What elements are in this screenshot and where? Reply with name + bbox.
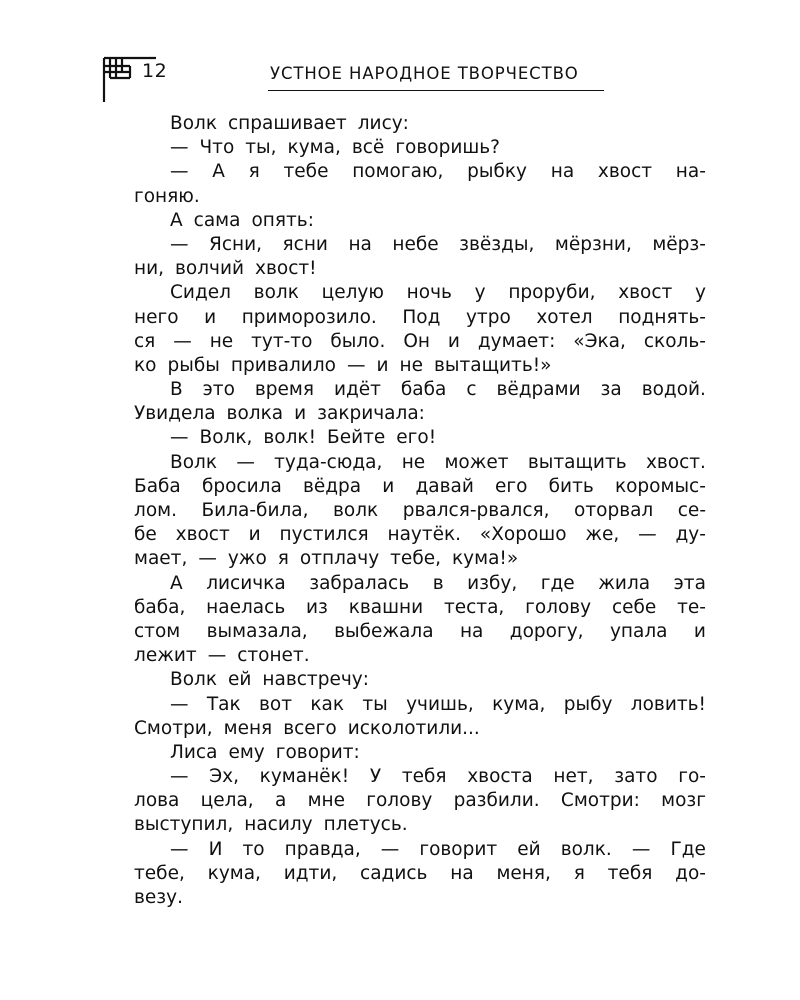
- text-line: мает, — ужо я отплачу тебе, кума!»: [134, 548, 519, 570]
- text-line: Увидела волка и закричала:: [134, 403, 425, 425]
- text-line: ся — не тут-то было. Он и думает: «Эка, сколь-: [134, 330, 706, 352]
- text-line: лова цела, а мне голову разбили. Смотри: мозг: [134, 790, 706, 812]
- text-line: — Эх, куманёк! У тебя хвоста нет, зато го-: [170, 766, 706, 788]
- text-line: ко рыбы привалило — и не вытащить!»: [134, 354, 552, 376]
- text-line: гоняю.: [134, 185, 200, 207]
- text-line: Лиса ему говорит:: [170, 741, 360, 763]
- text-line: ни, волчий хвост!: [134, 258, 317, 280]
- text-line: А лисичка забралась в избу, где жила эта: [170, 572, 706, 594]
- running-title: УСТНОЕ НАРОДНОЕ ТВОРЧЕСТВО: [270, 64, 579, 83]
- text-line: — А я тебе помогаю, рыбку на хвост на-: [170, 161, 706, 183]
- page-header: [96, 52, 608, 104]
- text-line: — И то правда, — говорит ей волк. — Где: [170, 838, 706, 860]
- text-line: Волк ей навстречу:: [170, 669, 369, 691]
- text-line: лежит — стонет.: [134, 645, 310, 667]
- text-line: — Ясни, ясни на небе звёзды, мёрзни, мёрз-: [170, 233, 706, 255]
- text-line: — Волк, волк! Бейте его!: [170, 427, 437, 449]
- text-line: лом. Била-била, волк рвался-рвался, оторвал се-: [134, 500, 706, 521]
- text-line: него и приморозило. Под утро хотел поднять-: [134, 306, 706, 328]
- text-line: тебе, кума, идти, садись на меня, я тебя до-: [134, 862, 706, 884]
- text-line: баба, наелась из квашни теста, голову себе те-: [134, 596, 706, 618]
- text-line: — Так вот как ты учишь, кума, рыбу ловить!: [170, 693, 706, 715]
- text-line: Сидел волк целую ночь у проруби, хвост у: [170, 282, 706, 304]
- text-line: Смотри, меня всего исколотили...: [134, 717, 480, 739]
- header-rule: [268, 90, 604, 91]
- text-line: Баба бросила вёдра и давай его бить коромыс-: [134, 475, 706, 497]
- text-line: выступил, насилу плетусь.: [134, 814, 408, 836]
- text-line: Волк — туда-сюда, не может вытащить хвост.: [170, 451, 706, 473]
- text-line: стом вымазала, выбежала на дорогу, упала и: [134, 620, 706, 642]
- text-line: бе хвост и пустился наутёк. «Хорошо же, — ду-: [134, 524, 706, 546]
- text-line: — Что ты, кума, всё говоришь?: [170, 137, 500, 159]
- text-line: везу.: [134, 887, 183, 908]
- text-line: В это время идёт баба с вёдрами за водой.: [170, 379, 706, 401]
- text-line: Волк спрашивает лису:: [170, 113, 409, 134]
- text-line: А сама опять:: [170, 209, 314, 231]
- page-number: 12: [142, 60, 168, 82]
- story-text: [134, 112, 706, 910]
